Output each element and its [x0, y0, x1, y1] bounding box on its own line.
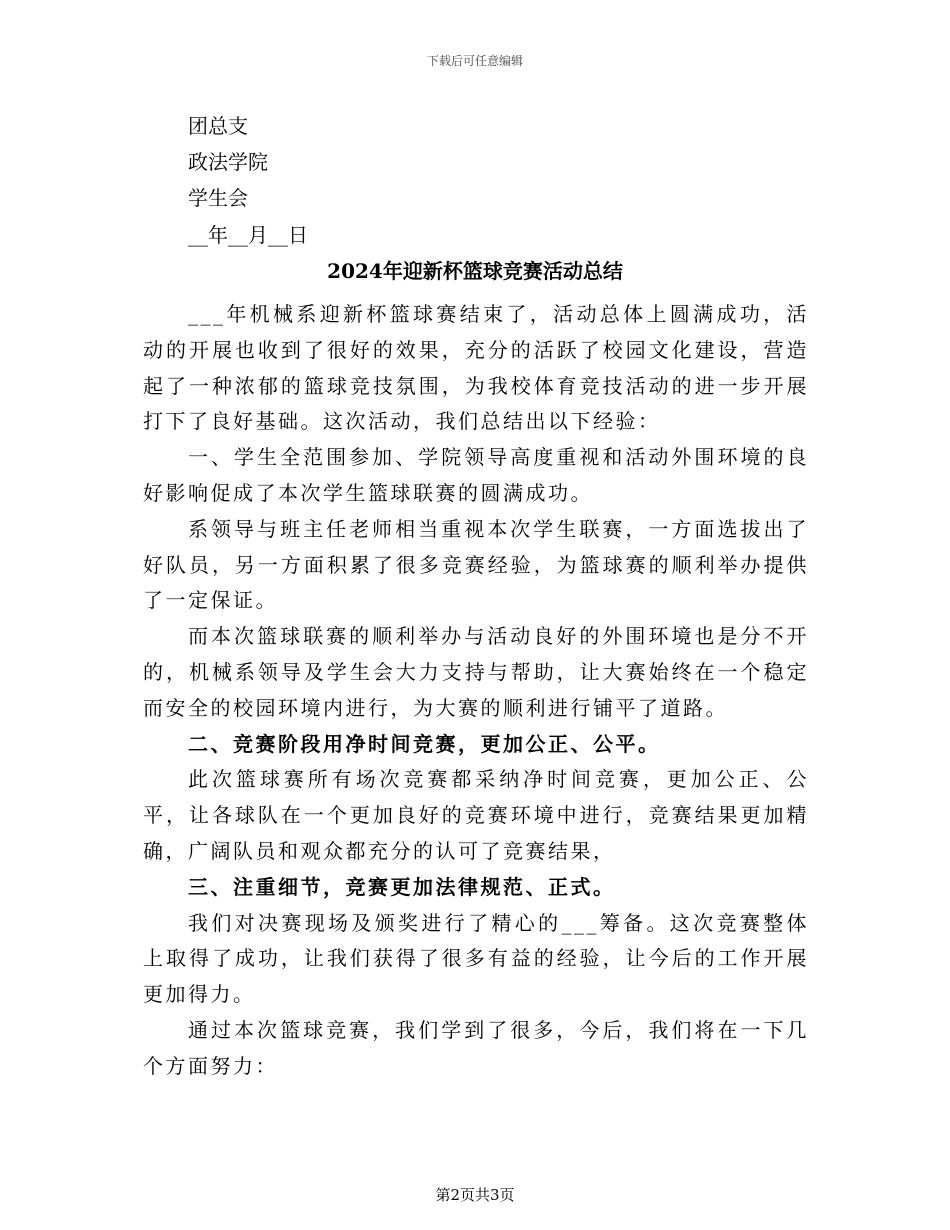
page-number: 第2页共3页 — [435, 1186, 515, 1204]
paragraph-intro: ___年机械系迎新杯篮球赛结束了，活动总体上圆满成功，活动的开展也收到了很好的效果，充分的活跃了校园文化建设，营造起了一种浓郁的篮球竞技氛围，为我校体育竞技活动的进一步开展打下了良好基础。这次活动，我们总结出以下经验： — [143, 302, 809, 434]
page-header: 下载后可任意编辑 — [426, 54, 523, 68]
paragraph-conclusion: 通过本次篮球竞赛，我们学到了很多，今后，我们将在一下几个方面努力： — [143, 1017, 809, 1078]
heading-point-two: 二、竞赛阶段用净时间竞赛，更加公正、公平。 — [188, 731, 661, 756]
signature-date: __年__月__日 — [188, 223, 308, 247]
paragraph-point-one: 一、学生全范围参加、学院领导高度重视和活动外围环境的良好影响促成了本次学生篮球联赛的圆满成功。 — [143, 445, 809, 505]
signature-org-college: 政法学院 — [188, 150, 268, 174]
document-title: 2024年迎新杯篮球竞赛活动总结 — [327, 259, 623, 283]
paragraph-environment: 而本次篮球联赛的顺利举办与活动良好的外围环境也是分不开的，机械系领导及学生会大力支持与帮助，让大赛始终在一个稳定而安全的校园环境内进行，为大赛的顺利进行铺平了道路。 — [143, 624, 809, 720]
document-body — [143, 297, 809, 1085]
signature-org-league: 团总支 — [188, 114, 248, 138]
signature-org-union: 学生会 — [188, 186, 248, 210]
paragraph-preparation: 我们对决赛现场及颁奖进行了精心的___筹备。这次竞赛整体上取得了成功，让我们获得了很多有益的经验，让今后的工作开展更加得力。 — [143, 910, 809, 1007]
paragraph-net-time: 此次篮球赛所有场次竞赛都采纳净时间竞赛，更加公正、公平，让各球队在一个更加良好的竞赛环境中进行，竞赛结果更加精确，广阔队员和观众都充分的认可了竞赛结果， — [143, 767, 809, 863]
heading-point-three: 三、注重细节，竞赛更加法律规范、正式。 — [188, 874, 616, 899]
paragraph-leadership: 系领导与班主任老师相当重视本次学生联赛，一方面选拔出了好队员，另一方面积累了很多竞赛经验，为篮球赛的顺利举办提供了一定保证。 — [143, 516, 809, 613]
